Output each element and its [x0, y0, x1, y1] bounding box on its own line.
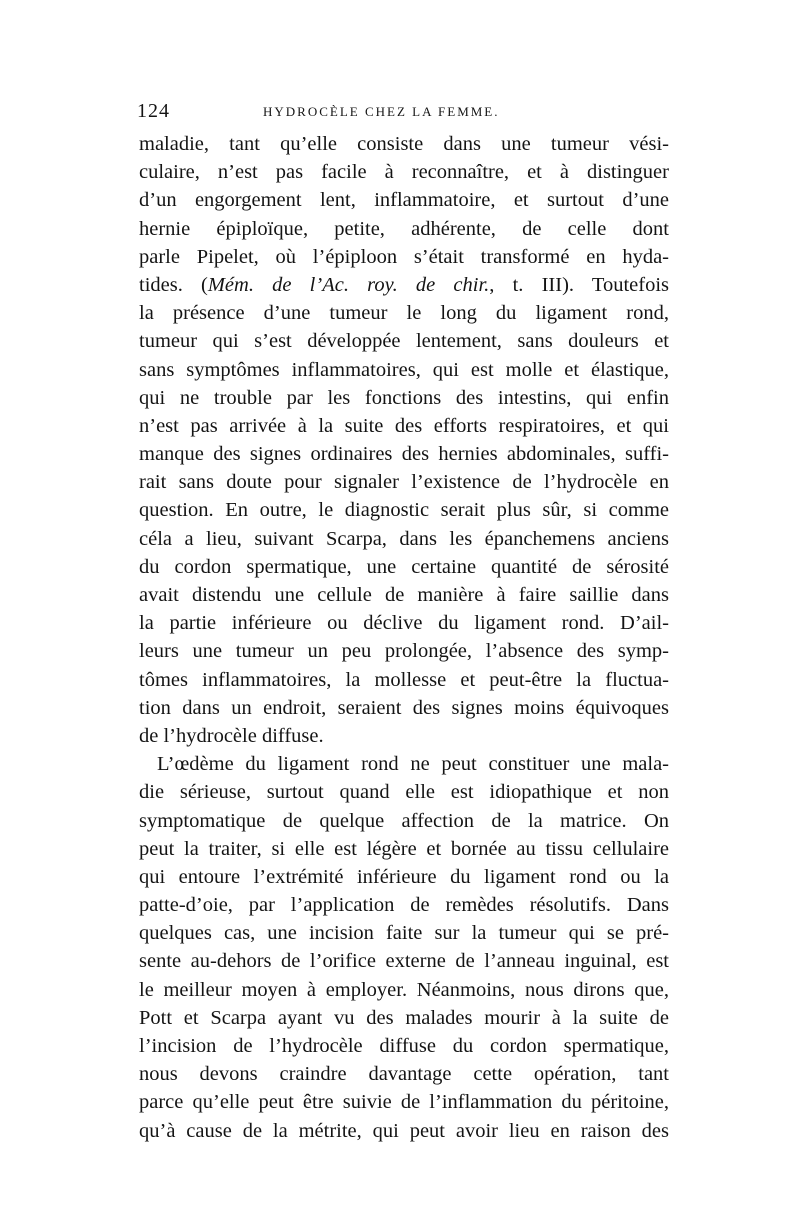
text-line: céla a lieu, suivant Scarpa, dans les épanchemens anciens — [139, 527, 669, 550]
text-line: rait sans doute pour signaler l’existence de l’hydrocèle en — [139, 471, 669, 494]
text-line: die sérieuse, surtout quand elle est idiopathique et non — [139, 781, 669, 804]
text-line: Pott et Scarpa ayant vu des malades mourir à la suite de — [139, 1006, 669, 1029]
running-head: HYDROCÈLE CHEZ LA FEMME. — [263, 104, 500, 119]
text-line: qui entoure l’extrémité inférieure du ligament rond ou la — [139, 865, 669, 888]
text-line: tumeur qui s’est développée lentement, sans douleurs et — [139, 330, 669, 353]
text-line: manque des signes ordinaires des hernies abdominales, suffi- — [139, 443, 669, 466]
text-line: tômes inflammatoires, la mollesse et peut-être la fluctua- — [139, 668, 669, 691]
text-line: sans symptômes inflammatoires, qui est molle et élastique, — [139, 358, 669, 381]
text-line: qu’à cause de la métrite, qui peut avoir lieu en raison des — [139, 1119, 669, 1142]
paragraph-1 — [139, 130, 669, 750]
text-line: culaire, n’est pas facile à reconnaître, et à distinguer — [139, 161, 669, 184]
citation-title: Mém. de l’Ac. roy. de chir. — [207, 273, 490, 296]
page-number: 124 — [137, 100, 170, 122]
text-line: hernie épiploïque, petite, adhérente, de celle dont — [139, 217, 669, 240]
text-line: symptomatique de quelque affection de la matrice. On — [139, 809, 669, 832]
text-line: d’un engorgement lent, inflammatoire, et surtout d’une — [139, 189, 669, 212]
text-line: tides. (Mém. de l’Ac. roy. de chir., t. III). Toutefois — [139, 273, 669, 296]
page-header — [137, 100, 671, 122]
text-line: nous devons craindre davantage cette opération, tant — [139, 1063, 669, 1086]
text-line: parce qu’elle peut être suivie de l’inflammation du péritoine, — [139, 1091, 669, 1114]
text-line: du cordon spermatique, une certaine quantité de sérosité — [139, 555, 669, 578]
text-line: le meilleur moyen à employer. Néanmoins, nous dirons que, — [139, 978, 669, 1001]
text-line: tion dans un endroit, seraient des signes moins équivoques — [139, 696, 669, 719]
paragraph-2 — [139, 750, 669, 1145]
text-line: parle Pipelet, où l’épiploon s’était transformé en hyda- — [139, 245, 669, 268]
text-line: quelques cas, une incision faite sur la tumeur qui se pré- — [139, 922, 669, 945]
text-line: l’incision de l’hydrocèle diffuse du cordon spermatique, — [139, 1035, 669, 1057]
text-line: leurs une tumeur un peu prolongée, l’absence des symp- — [139, 640, 669, 663]
body-text — [139, 130, 669, 1145]
text-line: la présence d’une tumeur le long du ligament rond, — [139, 302, 669, 325]
text-line: maladie, tant qu’elle consiste dans une tumeur vési- — [139, 133, 669, 155]
text-line: qui ne trouble par les fonctions des intestins, qui enfin — [139, 386, 669, 409]
text-line: n’est pas arrivée à la suite des efforts respiratoires, et qui — [139, 414, 669, 437]
text-line: patte-d’oie, par l’application de remèdes résolutifs. Dans — [139, 894, 669, 917]
text-line: avait distendu une cellule de manière à faire saillie dans — [139, 584, 669, 606]
text-line: la partie inférieure ou déclive du ligament rond. D’ail- — [139, 612, 669, 635]
text-line: sente au-dehors de l’orifice externe de l’anneau inguinal, est — [139, 950, 669, 973]
text-line: peut la traiter, si elle est légère et bornée au tissu cellulaire — [139, 837, 669, 860]
text-line: L’œdème du ligament rond ne peut constituer une mala- — [157, 753, 669, 776]
text-line: de l’hydrocèle diffuse. — [139, 724, 324, 747]
text-line: question. En outre, le diagnostic serait plus sûr, si comme — [139, 499, 669, 522]
